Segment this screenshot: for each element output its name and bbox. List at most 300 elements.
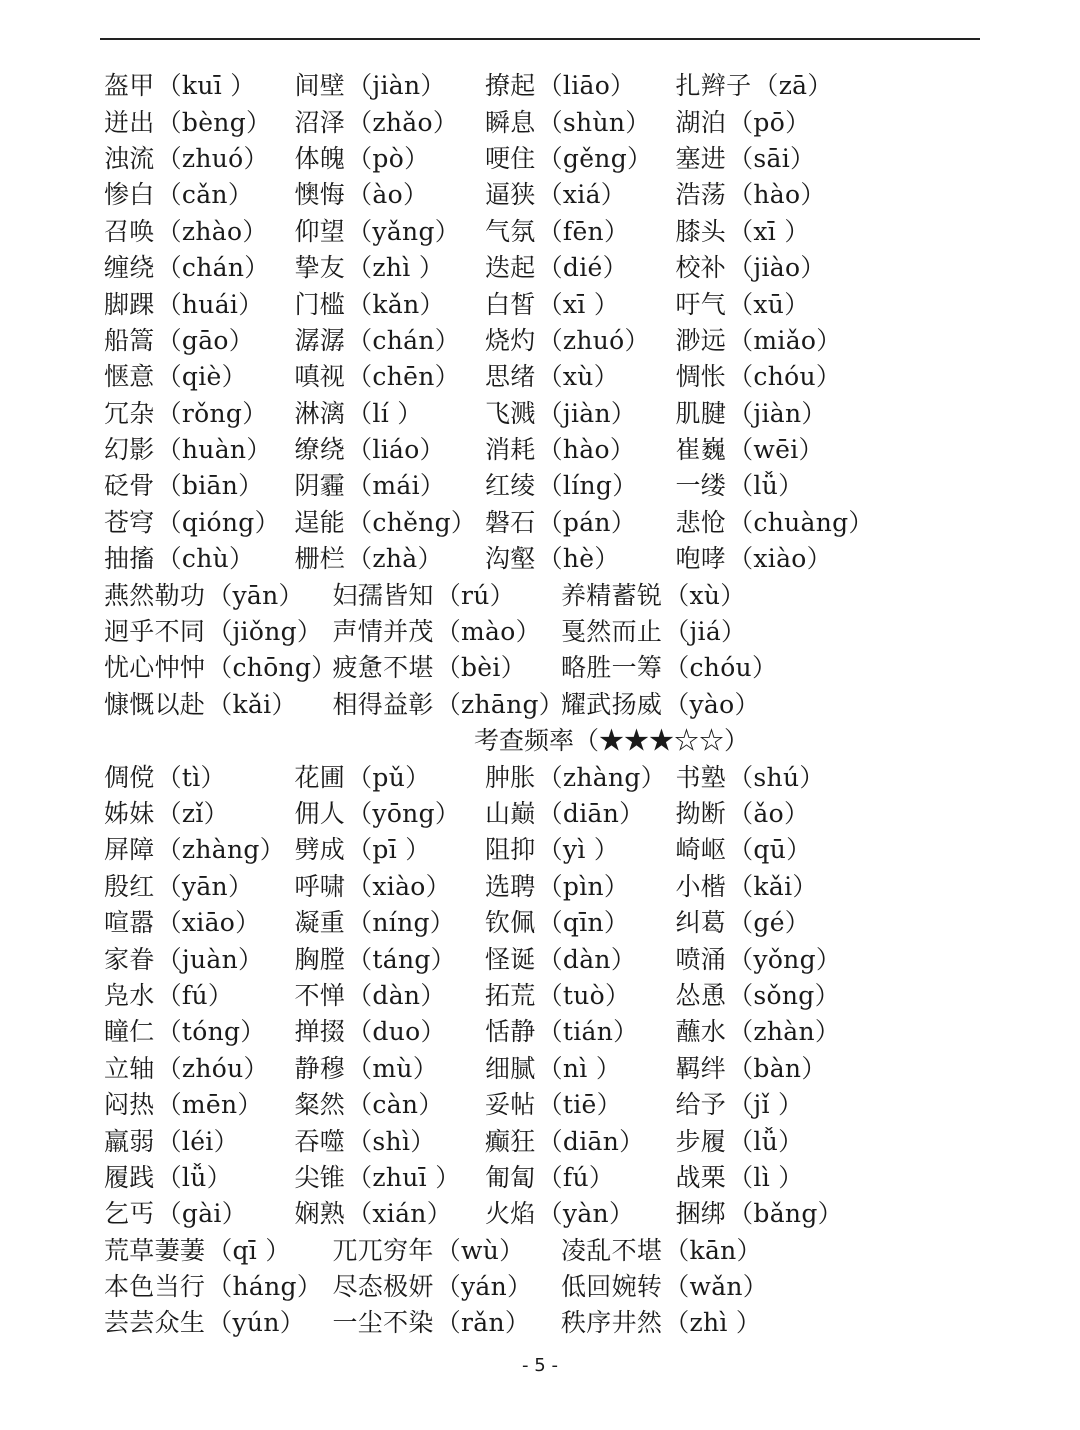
vocab-word: 静穆 [294, 1053, 346, 1083]
vocab-row [104, 757, 1004, 793]
vocab-entry [676, 1049, 867, 1085]
vocab-word: 栅栏 [294, 544, 346, 574]
vocab-word: 戛然而止 [561, 617, 663, 647]
vocab-word: 羁绊 [675, 1053, 727, 1083]
vocab-entry [485, 1085, 676, 1121]
vocab-entry [485, 1012, 676, 1048]
vocab-word: 本色当行 [104, 1272, 206, 1302]
vocab-entry [104, 830, 295, 866]
vocab-entry [676, 794, 867, 830]
vocab-pinyin: （kǎn） [347, 289, 445, 319]
vocab-word: 肿胀 [485, 762, 536, 792]
vocab-entry [485, 867, 676, 903]
vocab-word: 慷慨以赴 [104, 689, 206, 719]
vocab-word: 拗断 [675, 799, 727, 828]
vocab-entry [104, 940, 295, 976]
vocab-pinyin: （xū） [728, 289, 810, 319]
vocab-pinyin: （mù） [347, 1053, 439, 1083]
vocab-word: 体魄 [294, 143, 346, 173]
vocab-word: 疲惫不堪 [332, 653, 434, 683]
vocab-entry [333, 612, 562, 648]
vocab-word: 消耗 [485, 435, 536, 465]
vocab-word: 小楷 [675, 871, 727, 901]
vocab-pinyin: （qióng） [156, 507, 280, 537]
vocab-entry [295, 466, 486, 502]
vocab-entry [676, 248, 867, 284]
vocab-pinyin: （yān） [207, 580, 304, 610]
vocab-pinyin: （mái） [347, 471, 446, 501]
vocab-pinyin: （gěng） [537, 143, 653, 173]
vocab-word: 浩荡 [675, 180, 727, 210]
vocab-word: 羸弱 [104, 1126, 155, 1156]
vocab-word: 妇孺皆知 [332, 580, 434, 610]
vocab-word: 凌乱不堪 [561, 1235, 663, 1265]
vocab-word: 癫狂 [485, 1126, 536, 1156]
vocab-row [104, 685, 1004, 721]
vocab-entry [561, 576, 790, 612]
vocab-entry [295, 66, 486, 102]
vocab-pinyin: （fú） [156, 980, 234, 1010]
vocab-entry [561, 612, 790, 648]
vocab-pinyin: （yán） [435, 1272, 533, 1302]
vocab-pinyin: （tián） [537, 1017, 639, 1047]
vocab-word: 养精蓄锐 [561, 580, 663, 610]
vocab-word: 嗔视 [294, 362, 346, 392]
vocab-entry [485, 1049, 676, 1085]
vocab-entry [485, 1194, 676, 1230]
vocab-entry [104, 466, 295, 502]
vocab-pinyin: （xù） [537, 362, 620, 392]
vocab-pinyin: （yàn） [537, 1199, 635, 1229]
vocab-word: 声情并茂 [332, 617, 434, 647]
vocab-entry [104, 648, 337, 684]
vocab-word: 扎辫子 [675, 71, 752, 101]
vocab-row [104, 867, 1004, 903]
vocab-pinyin: （líng） [537, 471, 638, 501]
vocab-pinyin: （chēn） [347, 362, 460, 392]
vocab-pinyin: （jiào） [728, 253, 826, 283]
vocab-word: 喧嚣 [104, 908, 155, 938]
vocab-pinyin: （xiá） [537, 180, 627, 210]
vocab-pinyin: （mào） [435, 617, 541, 647]
vocab-word: 盔甲 [104, 71, 155, 101]
vocab-row [104, 539, 1004, 575]
vocab-entry [332, 685, 565, 721]
vocab-pinyin: （kān） [664, 1235, 762, 1265]
vocab-entry [676, 212, 867, 248]
vocab-entry [676, 357, 867, 393]
vocab-pinyin: （táng） [347, 944, 456, 974]
vocab-pinyin: （kuī ） [156, 71, 256, 101]
vocab-word: 悲怆 [675, 507, 727, 537]
vocab-pinyin: （yǎng） [347, 216, 461, 246]
vocab-pinyin: （gài） [156, 1199, 248, 1229]
vocab-row [104, 1303, 1004, 1339]
vocab-pinyin: （bèi） [435, 653, 526, 683]
vocab-pinyin: （mēn） [156, 1090, 263, 1120]
vocab-word: 咆哮 [675, 544, 727, 574]
vocab-word: 阴霾 [294, 471, 346, 501]
vocab-entry [295, 830, 486, 866]
vocab-word: 秩序井然 [561, 1308, 663, 1338]
vocab-word: 给予 [675, 1090, 727, 1120]
vocab-entry [295, 758, 486, 794]
vocab-word: 缭绕 [294, 435, 346, 465]
vocab-word: 飞溅 [485, 398, 536, 428]
vocab-pinyin: （tì） [156, 762, 226, 792]
vocab-pinyin: （bǎng） [728, 1199, 843, 1229]
vocab-word: 花圃 [294, 762, 346, 792]
vocab-row [104, 575, 1004, 611]
vocab-pinyin: （chóu） [728, 362, 842, 392]
vocab-entry [561, 1267, 790, 1303]
vocab-word: 逞能 [294, 507, 346, 537]
vocab-pinyin: （shú） [728, 762, 825, 792]
vocab-entry [104, 1231, 333, 1267]
vocab-entry [104, 794, 295, 830]
vocab-pinyin: （fēn） [537, 216, 630, 246]
vocab-entry [676, 1012, 867, 1048]
vocab-entry [676, 466, 867, 502]
vocab-entry [104, 1303, 333, 1339]
vocab-pinyin: （fú） [537, 1162, 615, 1192]
vocab-entry [676, 867, 867, 903]
vocab-entry [104, 903, 295, 939]
vocab-word: 崎岖 [675, 835, 727, 865]
vocab-word: 胸膛 [294, 944, 346, 974]
vocab-word: 步履 [675, 1126, 727, 1156]
vocab-word: 火焰 [485, 1199, 536, 1229]
vocab-pinyin: （pō） [728, 107, 811, 137]
vocab-word: 呼啸 [294, 871, 346, 901]
vocab-pinyin: （xiāo） [156, 908, 261, 938]
vocab-entry [104, 1085, 295, 1121]
vocab-entry [485, 285, 676, 321]
vocab-word: 惨白 [104, 180, 155, 210]
vocab-word: 不惮 [294, 980, 346, 1010]
vocab-entry [333, 1303, 562, 1339]
vocab-pinyin: （zā） [753, 71, 833, 101]
vocab-word: 逼狭 [485, 180, 536, 210]
vocab-word: 懊悔 [294, 180, 346, 210]
vocab-word: 缠绕 [104, 253, 155, 283]
vocab-word: 吁气 [675, 289, 727, 319]
vocab-row [104, 466, 1004, 502]
vocab-entry [485, 503, 676, 539]
vocab-pinyin: （huàn） [156, 435, 272, 465]
vocab-entry [333, 576, 562, 612]
vocab-row [104, 830, 1004, 866]
vocab-entry [104, 66, 295, 102]
vocab-row [104, 976, 1004, 1012]
vocab-pinyin: （zhàng） [156, 835, 285, 865]
vocab-pinyin: （pán） [537, 507, 637, 537]
frequency-heading-text: 考查频率（★★★☆☆） [473, 726, 749, 756]
vocab-row [104, 284, 1004, 320]
vocab-pinyin: （xī ） [537, 289, 620, 319]
vocab-row [104, 903, 1004, 939]
vocab-entry [295, 1194, 486, 1230]
vocab-pinyin: （zhàng） [537, 762, 666, 792]
vocab-word: 芸芸众生 [104, 1308, 206, 1338]
vocab-pinyin: （gé） [728, 908, 811, 938]
vocab-pinyin: （pò） [347, 143, 430, 173]
vocab-entry [104, 430, 295, 466]
vocab-word: 兀兀穷年 [332, 1235, 434, 1265]
vocab-pinyin: （zhào） [156, 216, 268, 246]
vocab-word: 浊流 [104, 143, 155, 173]
vocab-pinyin: （cǎn） [156, 180, 254, 210]
vocab-entry [676, 976, 867, 1012]
vocab-pinyin: （jiá） [664, 617, 747, 647]
vocab-word: 冗杂 [104, 398, 155, 428]
vocab-word: 尖锥 [294, 1162, 346, 1192]
vocab-word: 思绪 [485, 362, 536, 392]
vocab-entry [104, 685, 333, 721]
vocab-word: 一缕 [675, 471, 727, 501]
vocab-pinyin: （jiàn） [347, 71, 446, 101]
vocab-entry [485, 394, 676, 430]
vocab-word: 膝头 [675, 216, 727, 246]
top-rule [100, 38, 980, 40]
vocab-pinyin: （tóng） [156, 1017, 266, 1047]
vocab-word: 闷热 [104, 1090, 155, 1120]
vocab-row [104, 175, 1004, 211]
vocab-entry [295, 1085, 486, 1121]
vocab-pinyin: （níng） [347, 908, 456, 938]
vocab-word: 白皙 [485, 289, 536, 319]
vocab-pinyin: （jiàn） [728, 398, 827, 428]
vocab-entry [676, 103, 867, 139]
vocab-word: 相得益彰 [332, 689, 434, 719]
vocab-entry [104, 576, 333, 612]
vocab-entry [104, 357, 295, 393]
vocab-entry [104, 175, 295, 211]
vocab-pinyin: （chěng） [347, 507, 477, 537]
vocab-word: 蘸水 [675, 1017, 727, 1047]
vocab-word: 娴熟 [294, 1199, 346, 1229]
vocab-pinyin: （pìn） [537, 871, 630, 901]
vocab-entry [104, 103, 295, 139]
vocab-pinyin: （hào） [728, 180, 826, 210]
vocab-entry [295, 867, 486, 903]
vocab-word: 阻抑 [485, 835, 536, 865]
vocab-pinyin: （biān） [156, 471, 264, 501]
vocab-word: 粲然 [294, 1090, 346, 1120]
vocab-word: 恬静 [485, 1017, 536, 1047]
vocab-entry [675, 503, 874, 539]
vocab-word: 略胜一筹 [561, 653, 663, 683]
vocab-word: 怂恿 [675, 980, 727, 1010]
vocab-pinyin: （diān） [537, 1126, 645, 1156]
vocab-entry [333, 1231, 562, 1267]
vocab-pinyin: （rǎn） [435, 1308, 531, 1338]
vocab-entry [485, 539, 676, 575]
vocab-pinyin: （sāi） [728, 143, 816, 173]
vocab-entry [485, 357, 676, 393]
vocab-word: 淋漓 [294, 398, 346, 428]
vocab-word: 挚友 [294, 253, 346, 283]
vocab-entry [104, 212, 295, 248]
vocab-pinyin: （yōng） [347, 799, 461, 828]
vocab-row [104, 1121, 1004, 1157]
vocab-pinyin: （wǎn） [664, 1272, 769, 1302]
vocab-entry [104, 758, 295, 794]
vocab-entry [295, 212, 486, 248]
vocab-row [104, 394, 1004, 430]
vocab-word: 苍穹 [104, 507, 155, 537]
vocab-pinyin: （kǎi） [728, 871, 818, 901]
vocab-row [104, 1049, 1004, 1085]
vocab-word: 磐石 [485, 507, 536, 537]
vocab-pinyin: （xù） [664, 580, 746, 610]
vocab-word: 惬意 [104, 362, 155, 392]
vocab-entry [485, 212, 676, 248]
vocab-row [104, 321, 1004, 357]
vocab-pinyin: （jiàn） [537, 398, 637, 428]
vocab-word: 凝重 [294, 908, 346, 938]
vocab-pinyin: （liáo） [347, 435, 445, 465]
vocab-pinyin: （zhàn） [728, 1017, 841, 1047]
vocab-word: 履践 [104, 1162, 155, 1192]
vocab-entry [104, 612, 333, 648]
vocab-word: 战栗 [675, 1162, 727, 1192]
vocab-pinyin: （yān） [156, 871, 254, 901]
vocab-entry [295, 321, 486, 357]
vocab-pinyin: （nì ） [537, 1053, 622, 1083]
vocab-entry [104, 1267, 333, 1303]
vocab-word: 姊妹 [104, 799, 155, 828]
vocab-pinyin: （yún） [207, 1308, 306, 1338]
vocab-pinyin: （xián） [347, 1199, 453, 1229]
vocab-pinyin: （bàn） [728, 1053, 827, 1083]
vocab-row [104, 102, 1004, 138]
vocab-row [104, 66, 1004, 102]
vocab-row [104, 248, 1004, 284]
vocab-entry [561, 1303, 790, 1339]
vocab-entry [485, 321, 676, 357]
vocab-entry [295, 285, 486, 321]
vocab-entry [676, 758, 867, 794]
vocab-entry [676, 430, 867, 466]
vocab-entry [485, 139, 676, 175]
vocab-word: 怪诞 [485, 944, 536, 974]
vocab-entry [485, 248, 676, 284]
vocab-word: 尽态极妍 [332, 1272, 434, 1302]
vocab-entry [485, 66, 676, 102]
vocab-pinyin: （zhì ） [664, 1308, 762, 1338]
vocab-pinyin: （gāo） [156, 325, 255, 355]
vocab-entry [295, 1049, 486, 1085]
vocab-entry [485, 758, 676, 794]
vocab-word: 山巅 [485, 799, 536, 828]
vocab-word: 门槛 [294, 289, 346, 319]
vocab-pinyin: （yǒng） [728, 944, 842, 974]
vocab-pinyin: （yào） [664, 689, 760, 719]
vocab-entry [485, 794, 676, 830]
vocab-entry [295, 103, 486, 139]
vocab-word: 细腻 [485, 1053, 536, 1083]
vocab-pinyin: （juàn） [156, 944, 264, 974]
vocab-pinyin: （huái） [156, 289, 264, 319]
vocab-row [104, 1085, 1004, 1121]
vocab-pinyin: （xiào） [728, 544, 832, 574]
vocab-row [104, 1194, 1004, 1230]
vocab-entry [485, 430, 676, 466]
vocab-word: 吞噬 [294, 1126, 346, 1156]
vocab-entry [485, 976, 676, 1012]
vocab-word: 乞丐 [104, 1199, 155, 1229]
vocab-entry [676, 139, 867, 175]
vocab-entry [295, 1158, 486, 1194]
vocab-pinyin: （zhuó） [537, 325, 650, 355]
vocab-word: 掸掇 [294, 1017, 346, 1047]
vocab-pinyin: （léi） [156, 1126, 239, 1156]
vocab-entry [676, 66, 867, 102]
vocab-word: 瞳仁 [104, 1017, 155, 1047]
vocab-entry [295, 248, 486, 284]
vocab-pinyin: （tiē） [537, 1090, 622, 1120]
vocab-pinyin: （rú） [435, 580, 515, 610]
vocab-entry [295, 357, 486, 393]
vocab-word: 惆怅 [675, 362, 727, 392]
vocab-word: 立轴 [104, 1053, 155, 1083]
vocab-word: 迥乎不同 [104, 617, 206, 647]
vocab-pinyin: （chuàng） [728, 507, 874, 537]
vocab-entry [295, 903, 486, 939]
vocab-row [104, 612, 1004, 648]
vocab-entry [676, 394, 867, 430]
vocab-row [104, 1012, 1004, 1048]
vocab-row [104, 1158, 1004, 1194]
vocab-word: 迭起 [485, 253, 536, 283]
vocab-pinyin: （dàn） [537, 944, 637, 974]
vocab-word: 殷红 [104, 871, 155, 901]
vocab-word: 沟壑 [485, 544, 536, 574]
vocab-pinyin: （chóu） [664, 653, 778, 683]
vocab-pinyin: （liāo） [537, 71, 636, 101]
vocab-pinyin: （zhà） [347, 544, 443, 574]
frequency-heading [104, 721, 1004, 757]
vocab-word: 迸出 [104, 107, 155, 137]
vocab-entry [104, 1012, 295, 1048]
vocab-word: 耀武扬威 [561, 689, 663, 719]
vocab-pinyin: （zhì ） [347, 253, 445, 283]
page-number: - 5 - [522, 1355, 558, 1376]
vocab-entry [104, 139, 295, 175]
vocab-word: 校补 [675, 253, 727, 283]
vocab-word: 倜傥 [104, 762, 155, 792]
vocab-pinyin: （hè） [537, 544, 620, 574]
vocab-word: 佣人 [294, 799, 346, 828]
vocab-word: 抽搐 [104, 544, 155, 574]
vocab-entry [676, 1085, 867, 1121]
vocab-entry [295, 1122, 486, 1158]
vocab-entry [676, 285, 867, 321]
vocab-pinyin: （ǎo） [728, 799, 810, 828]
vocab-entry [104, 539, 295, 575]
vocab-entry [676, 903, 867, 939]
vocab-entry [104, 976, 295, 1012]
vocab-word: 红绫 [485, 471, 536, 501]
vocab-pinyin: （chán） [347, 325, 461, 355]
vocab-word: 哽住 [485, 143, 536, 173]
vocab-entry [676, 1194, 867, 1230]
vocab-word: 砭骨 [104, 471, 155, 501]
vocab-entry [295, 430, 486, 466]
vocab-pinyin: （jǐ ） [728, 1090, 804, 1120]
vocab-pinyin: （zhuī ） [347, 1162, 461, 1192]
